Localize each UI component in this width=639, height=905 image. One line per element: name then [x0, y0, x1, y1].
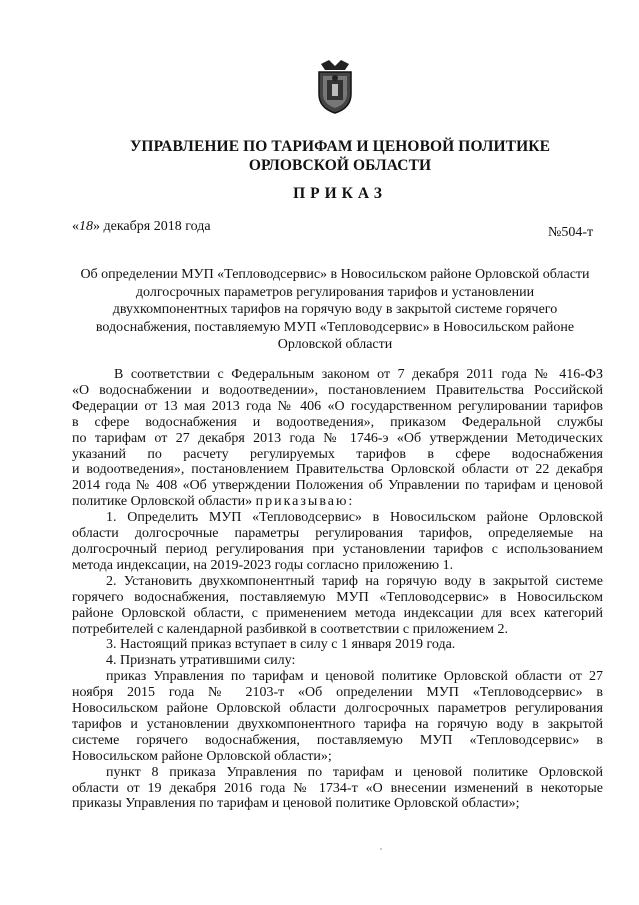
- text-line: Новосильском районе Орловской области»;: [72, 748, 332, 764]
- title-line: Об определении МУП «Тепловодсервис» в Новосильском районе Орловской области: [80, 267, 590, 282]
- text-line: области от 19 декабря 2016 года № 1734-т «О внесении изменений в некоторые: [72, 780, 603, 796]
- scan-speck: [380, 848, 382, 850]
- paragraph-preamble: [72, 367, 603, 510]
- paragraph-item-1: [72, 510, 603, 574]
- title-line: водоснабжения, поставляемую МУП «Тепловодсервис» в Новосильском районе: [95, 319, 575, 335]
- text-line: в сфере водоснабжения и водоотведения», приказом Федеральной службы: [72, 414, 603, 430]
- paragraph-item-4: 4. Признать утратившими силу:: [106, 653, 296, 669]
- title-line: Орловской области: [277, 337, 393, 353]
- date-prefix: «: [72, 219, 79, 234]
- text-line: «О водоснабжении и водоотведении», постановлением Правительства Российской: [72, 382, 603, 398]
- text-line: приказ Управления по тарифам и ценовой политике Орловской области от 27: [106, 669, 603, 685]
- text-line: 1. Определить МУП «Тепловодсервис» в Новосильском районе Орловской: [106, 510, 603, 526]
- org-line-2: ОРЛОВСКОЙ ОБЛАСТИ: [248, 157, 432, 174]
- date-day: 18: [79, 219, 93, 234]
- text-line: 2014 года № 408 «Об утверждении Положения об Управлении по тарифам и ценовой: [72, 478, 603, 494]
- text-line: 2. Установить двухкомпонентный тариф на горячую воду в закрытой системе: [106, 573, 603, 589]
- text-line: долгосрочный период регулирования при установлении тарифов с использованием: [72, 541, 603, 557]
- text-line: В соответствии с Федеральным законом от 7 декабря 2011 года № 416-ФЗ: [114, 367, 603, 382]
- paragraph-repealed-2: [72, 765, 603, 813]
- title-line: двухкомпонентных тарифов на горячую воду в закрытой системе горячего: [112, 302, 558, 318]
- document-body: [72, 367, 603, 812]
- text-line: системе горячего водоснабжения, поставляемую МУП «Тепловодсервис» в: [72, 732, 603, 748]
- organization-name: [100, 137, 580, 175]
- paragraph-item-2: [72, 574, 603, 638]
- preamble-end: политике Орловской области»: [72, 494, 253, 510]
- date-suffix: » декабря 2018 года: [93, 219, 211, 234]
- text-line: горячего водоснабжения, поставляемую МУП «Тепловодсервис» в Новосильском: [72, 589, 603, 605]
- paragraph-repealed-1: [72, 669, 603, 764]
- document-number: №504-т: [548, 225, 594, 240]
- text-line: метода индексации, на 2019-2023 годы согласно приложению 1.: [72, 557, 454, 573]
- document-type: ПРИКАЗ: [293, 185, 387, 202]
- document-date: [72, 219, 211, 235]
- title-line: долгосрочных параметров регулирования тарифов и установлении: [135, 284, 535, 300]
- paragraph-item-3: 3. Настоящий приказ вступает в силу с 1 января 2019 года.: [106, 637, 456, 653]
- document-title: [70, 266, 600, 354]
- text-line: по тарифам от 27 декабря 2013 года № 1746-э «Об утверждении Методических: [72, 430, 603, 446]
- text-line: ноября 2015 года № 2103-т «Об определении МУП «Тепловодсервис» в: [72, 685, 603, 701]
- text-line: указаний по расчету регулируемых тарифов в сфере водоснабжения: [72, 446, 603, 462]
- text-line: потребителей с календарной разбивкой в соответствии с приложением 2.: [72, 621, 508, 637]
- order-word: приказываю:: [255, 494, 355, 510]
- text-line: приказы Управления по тарифам и ценовой политике Орловской области»;: [72, 796, 520, 812]
- text-line: Федерации от 13 мая 2013 года № 406 «О государственном регулировании тарифов: [72, 398, 603, 414]
- text-line: пункт 8 приказа Управления по тарифам и ценовой политике Орловской: [106, 764, 603, 780]
- text-line: Новосильском районе Орловской области долгосрочных параметров регулирования: [72, 701, 603, 717]
- text-line: районе Орловской области, с применением метода индексации для всех категорий: [72, 605, 603, 621]
- coat-of-arms-emblem: [315, 60, 355, 114]
- text-line: и водоотведения», постановлением Правительства Орловской области от 22 декабря: [72, 462, 603, 478]
- text-line: тарифов и установлении двухкомпонентного тарифа на горячую воду в закрытой: [72, 716, 603, 732]
- text-line: области долгосрочные параметры регулирования тарифов, определяемые на: [72, 526, 603, 542]
- text-line: [72, 494, 603, 510]
- org-line-1: УПРАВЛЕНИЕ ПО ТАРИФАМ И ЦЕНОВОЙ ПОЛИТИКЕ: [129, 138, 551, 155]
